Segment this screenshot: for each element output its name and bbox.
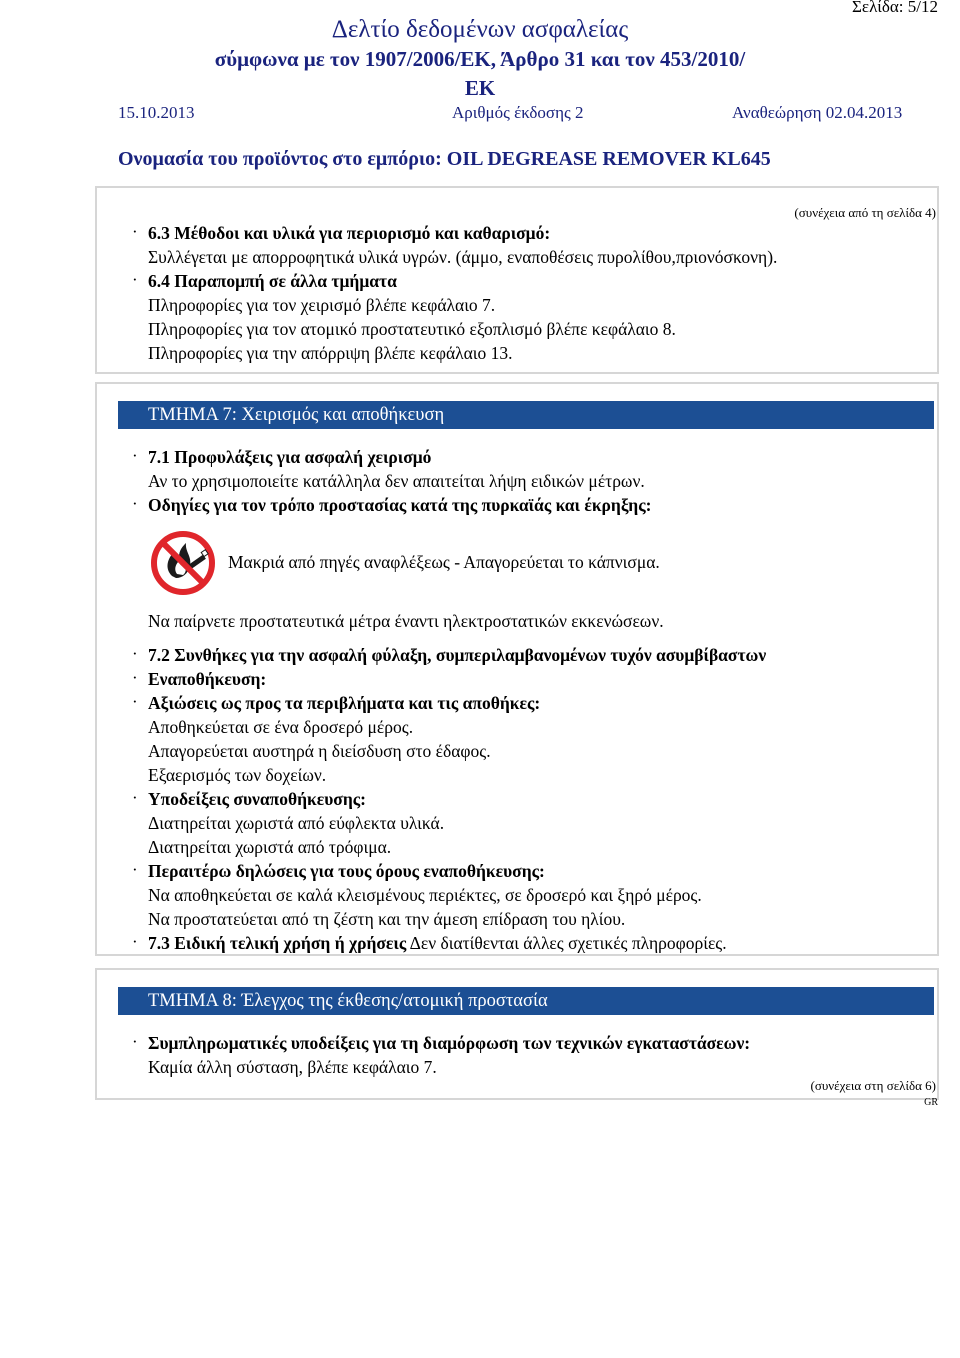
bullet: · <box>132 270 138 289</box>
subtitle-line-1: σύμφωνα με τον 1907/2006/ΕΚ, Άρθρο 31 και τον 453/2010/ <box>214 47 746 71</box>
bullet: · <box>132 932 138 951</box>
subsection-7-1-title: 7.1 Προφυλάξεις για ασφαλή χειρισμό <box>148 447 432 467</box>
reference-handling: Πληροφορίες για τον χειρισμό βλέπε κεφάλαιο 7. <box>148 295 496 315</box>
bullet: · <box>132 446 138 465</box>
bullet: · <box>132 644 138 663</box>
joint-storage-item: Διατηρείται χωριστά από εύφλεκτα υλικά. <box>148 813 445 833</box>
document-title: Δελτίο δεδομένων ασφαλείας <box>331 16 629 43</box>
version-number: Αριθμός έκδοσης 2 <box>452 103 584 122</box>
no-fire-no-smoking-icon <box>150 530 216 596</box>
bullet: · <box>132 222 138 241</box>
technical-facilities-text: Καμία άλλη σύσταση, βλέπε κεφάλαιο 7. <box>148 1057 437 1077</box>
bullet: · <box>132 494 138 513</box>
bullet: · <box>132 788 138 807</box>
further-storage-item: Να προστατεύεται από τη ζέστη και την άμεση επίδραση του ηλίου. <box>148 909 626 929</box>
page-number: Σελίδα: 5/12 <box>852 0 938 16</box>
subsection-7-3-text: Δεν διατίθενται άλλες σχετικές πληροφορίες. <box>406 933 727 953</box>
product-name: Ονομασία του προϊόντος στο εμπόριο: OIL DEGREASE REMOVER KL645 <box>118 148 771 170</box>
joint-storage-title: Υποδείξεις συναποθήκευσης: <box>148 789 366 809</box>
bullet: · <box>132 692 138 711</box>
requirements-title: Αξιώσεις ως προς τα περιβλήματα και τις αποθήκες: <box>148 693 541 713</box>
subsection-6-4-title: 6.4 Παραπομπή σε άλλα τμήματα <box>148 271 397 291</box>
fire-protection-title: Οδηγίες για τον τρόπο προστασίας κατά της πυρκαϊάς και έκρηξης: <box>148 495 652 515</box>
bullet: · <box>132 860 138 879</box>
bullet: · <box>132 668 138 687</box>
further-storage-item: Να αποθηκεύεται σε καλά κλεισμένους περιέκτες, σε δροσερό και ξηρό μέρος. <box>148 885 702 905</box>
subsection-7-2-title: 7.2 Συνθήκες για την ασφαλή φύλαξη, συμπεριλαμβανομένων τυχόν ασυμβίβαστων <box>148 645 767 665</box>
subsection-7-1-text: Αν το χρησιμοποιείτε κατάλληλα δεν απαιτείται λήψη ειδικών μέτρων. <box>148 471 645 491</box>
subsection-6-3-text: Συλλέγεται με απορροφητικά υλικά υγρών. (άμμο, εναποθέσεις πυρολίθου,πριονόσκονη). <box>148 247 778 267</box>
reference-disposal: Πληροφορίες για την απόρριψη βλέπε κεφάλαιο 13. <box>148 343 513 363</box>
storage-title: Εναποθήκευση: <box>148 669 267 689</box>
requirement-item: Εξαερισμός των δοχείων. <box>148 765 327 785</box>
country-code: GR <box>924 1097 938 1108</box>
bullet: · <box>132 1032 138 1051</box>
requirement-item: Αποθηκεύεται σε ένα δροσερό μέρος. <box>148 717 414 737</box>
subsection-6-3-title: 6.3 Μέθοδοι και υλικά για περιορισμό και καθαρισμό: <box>148 223 551 243</box>
fire-protection-text: Μακριά από πηγές αναφλέξεως - Απαγορεύεται το κάπνισμα. <box>228 552 660 572</box>
requirement-item: Απαγορεύεται αυστηρά η διείσδυση στο έδαφος. <box>148 741 491 761</box>
continued-from-note: (συνέχεια από τη σελίδα 4) <box>794 205 936 220</box>
subsection-7-3-title: 7.3 Ειδική τελική χρήση ή χρήσεις <box>148 933 407 953</box>
continued-to-note: (συνέχεια στη σελίδα 6) <box>810 1078 936 1093</box>
subtitle-line-2: ΕΚ <box>464 76 496 100</box>
section8-heading: ΤΜΗΜΑ 8: Έλεγχος της έκθεσης/ατομική προστασία <box>118 987 934 1015</box>
subsection-7-3 <box>148 932 727 954</box>
reference-ppe: Πληροφορίες για τον ατομικό προστατευτικό εξοπλισμό βλέπε κεφάλαιο 8. <box>148 319 676 339</box>
joint-storage-item: Διατηρείται χωριστά από τρόφιμα. <box>148 837 392 857</box>
revision-date: Αναθεώρηση 02.04.2013 <box>732 103 903 122</box>
further-storage-title: Περαιτέρω δηλώσεις για τους όρους εναποθήκευσης: <box>148 861 545 881</box>
static-discharge-text: Να παίρνετε προστατευτικά μέτρα έναντι ηλεκτροστατικών εκκενώσεων. <box>148 611 664 631</box>
document-subtitle <box>0 45 960 103</box>
print-date: 15.10.2013 <box>118 103 195 122</box>
section7-heading: ΤΜΗΜΑ 7: Χειρισμός και αποθήκευση <box>118 401 934 429</box>
technical-facilities-title: Συμπληρωματικές υποδείξεις για τη διαμόρφωση των τεχνικών εγκαταστάσεων: <box>148 1033 751 1053</box>
